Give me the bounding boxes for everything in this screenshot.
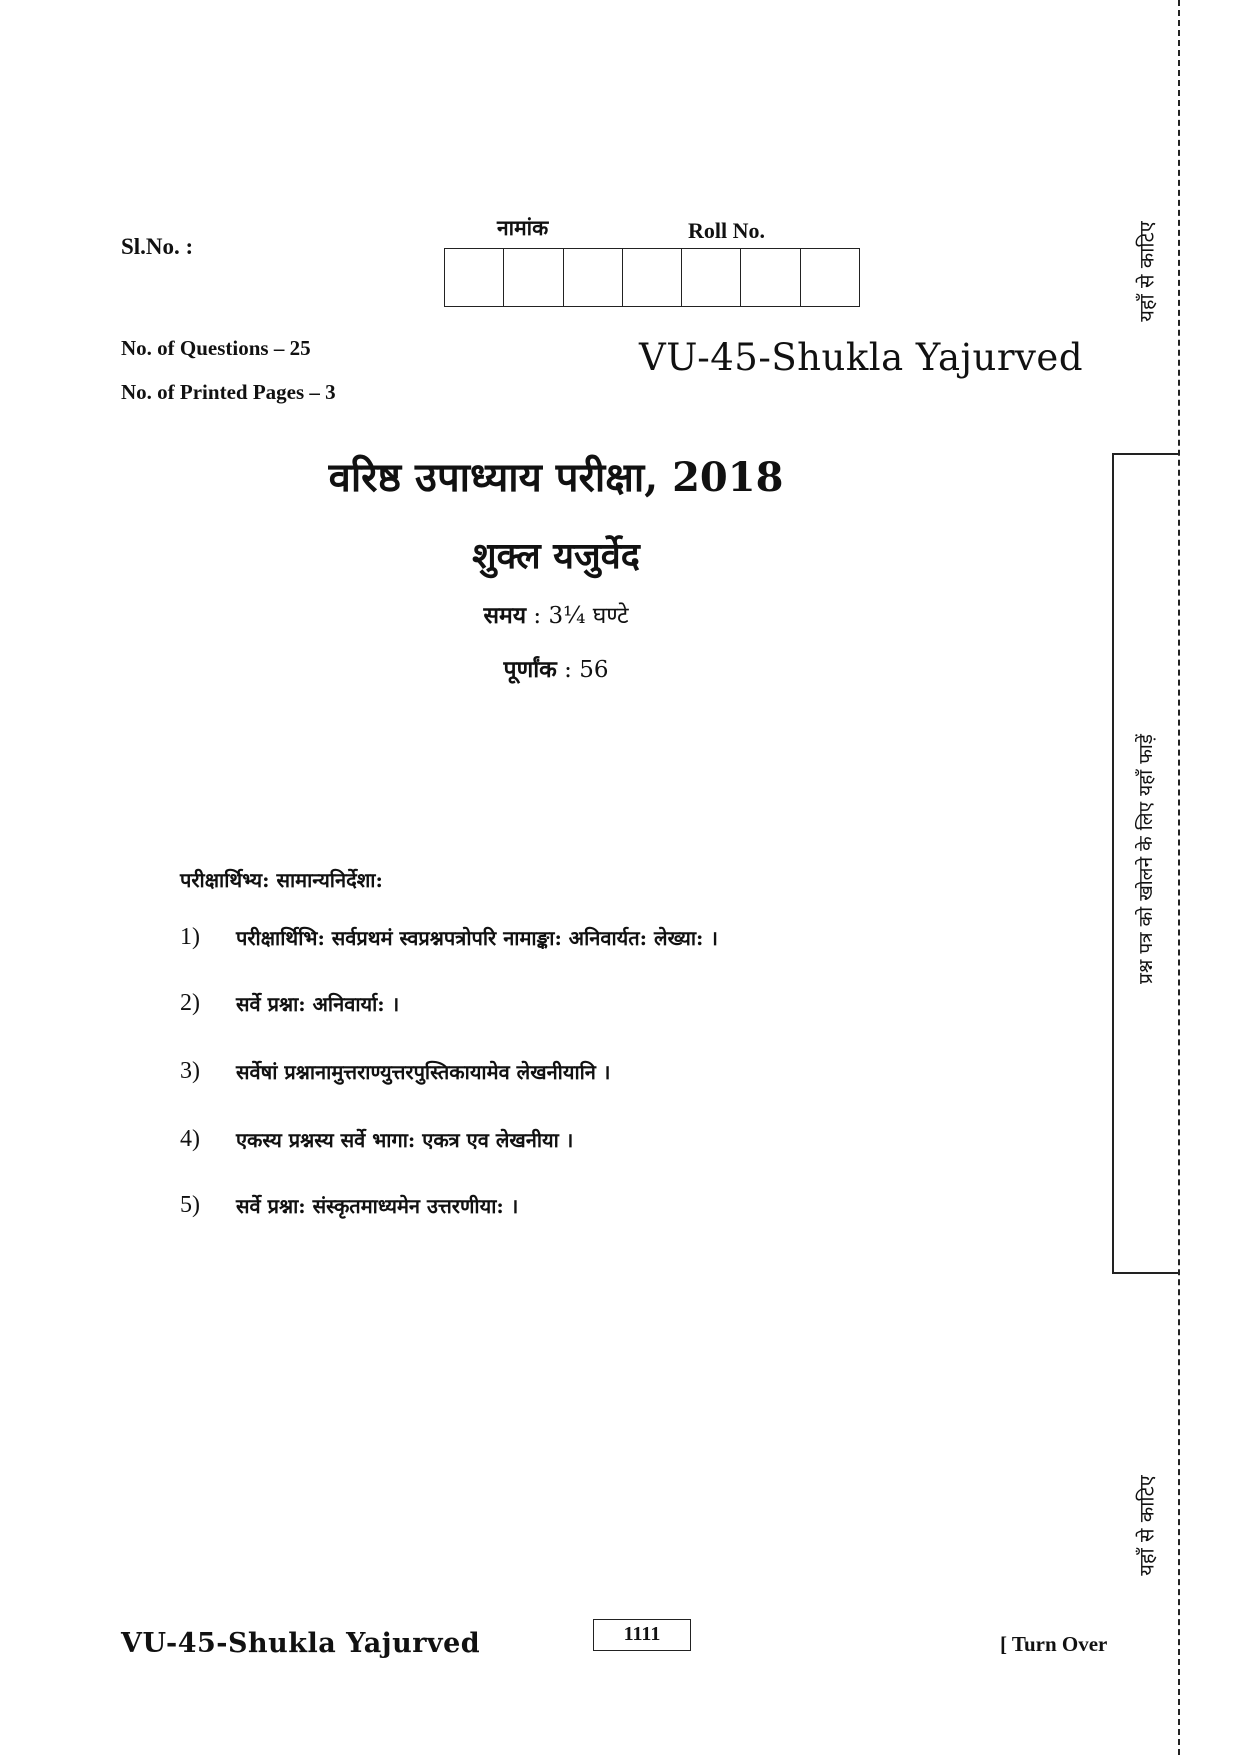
instruction-text: सर्वे प्रश्ना: संस्कृतमाध्यमेन उत्तरणीया: ।	[236, 1194, 519, 1218]
exam-title: वरिष्ठ उपाध्याय परीक्षा, 2018	[328, 454, 784, 501]
roll-number-boxes[interactable]	[444, 248, 860, 307]
roll-digit-box[interactable]	[504, 249, 563, 306]
tear-to-open-label: प्रश्न पत्र को खोलने के लिए यहाँ फाड़ें	[1135, 734, 1157, 984]
page-number-box: 1111	[593, 1619, 691, 1651]
instruction-number: 4)	[180, 1126, 200, 1152]
instruction-text: सर्वे प्रश्ना: अनिवार्या: ।	[236, 992, 400, 1016]
instruction-text: परीक्षार्थिभि: सर्वप्रथमं स्वप्रश्नपत्रोपरि नामाङ्का: अनिवार्यत: लेख्या: ।	[236, 926, 718, 950]
instruction-text: सर्वेषां प्रश्नानामुत्तराण्युत्तरपुस्तिकायामेव लेखनीयानि ।	[236, 1060, 611, 1084]
subject-title: शुक्ल यजुर्वेद	[472, 535, 640, 577]
roll-digit-box[interactable]	[682, 249, 741, 306]
number-of-questions: No. of Questions – 25	[121, 336, 311, 360]
roll-digit-box[interactable]	[801, 249, 859, 306]
cut-here-bottom: यहाँ से काटिए	[1134, 1475, 1159, 1576]
instruction-number: 1)	[180, 924, 200, 950]
roll-digit-box[interactable]	[741, 249, 800, 306]
exam-duration	[0, 598, 1112, 630]
instruction-item	[180, 1192, 518, 1219]
footer-paper-code: VU-45-Shukla Yajurved	[121, 1628, 481, 1659]
turn-over-label: [ Turn Over	[1000, 1632, 1108, 1656]
roll-no-label: Roll No.	[688, 218, 765, 243]
instruction-item	[180, 1058, 610, 1085]
serial-number-label: Sl.No. :	[121, 234, 194, 259]
instruction-number: 3)	[180, 1058, 200, 1084]
paper-code: VU-45-Shukla Yajurved	[639, 336, 1084, 379]
marks-value: : 56	[556, 657, 609, 683]
cut-here-top: यहाँ से काटिए	[1134, 221, 1159, 322]
instruction-text: एकस्य प्रश्नस्य सर्वे भागा: एकत्र एव लेखनीया ।	[236, 1128, 574, 1152]
marks-label: पूर्णांक	[503, 656, 557, 683]
instruction-item	[180, 1126, 573, 1153]
number-of-printed-pages: No. of Printed Pages – 3	[121, 380, 336, 404]
roll-digit-box[interactable]	[445, 249, 504, 306]
time-value: : 3¼ घण्टे	[526, 603, 629, 629]
roll-digit-box[interactable]	[564, 249, 623, 306]
maximum-marks	[0, 652, 1112, 684]
instruction-item	[180, 990, 399, 1017]
instruction-item	[180, 924, 718, 951]
roll-digit-box[interactable]	[623, 249, 682, 306]
instructions-heading: परीक्षार्थिभ्य: सामान्यनिर्देशा:	[180, 868, 383, 892]
namank-label: नामांक	[497, 215, 549, 240]
instruction-number: 5)	[180, 1192, 200, 1218]
instruction-number: 2)	[180, 990, 200, 1016]
time-label: समय	[483, 602, 527, 629]
